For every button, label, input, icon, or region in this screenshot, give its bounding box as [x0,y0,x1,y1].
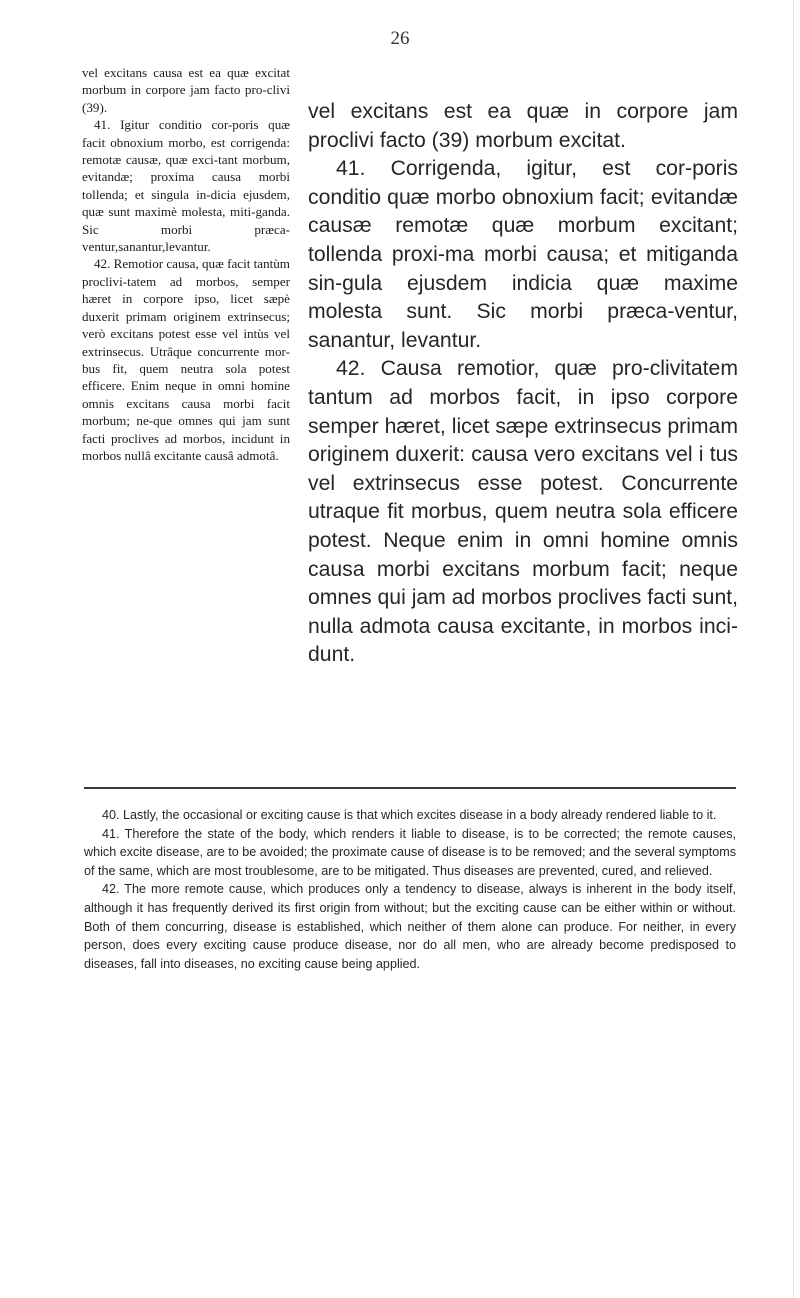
right-column-revised-latin [308,98,738,670]
left-paragraph-40-continued: vel excitans causa est ea quæ excitat morbum in corpore jam facto pro-clivi (39). [82,65,290,115]
page-edge [793,0,800,1298]
right-paragraph-41: 41. Corrigenda, igitur, est cor-poris conditio quæ morbo obnoxium facit; evitandæ causæ remotæ quæ morbum excitant; tollenda proxi-ma morbi causa; et mitiganda sin-gula ejusdem indicia quæ maxime molesta sunt. Sic morbi præca-ventur, sanantur, levantur. [308,157,738,352]
english-translation-footnotes [84,806,736,973]
left-column-original-latin [82,64,290,464]
left-paragraph-42: 42. Remotior causa, quæ facit tantùm proclivi-tatem ad morbos, semper hæret in corpore ipso, licet sæpè duxerit primam originem extrinsecus; verò excitans potest esse vel intùs vel extrinsecus. Utrâque concurrente mor-bus fit, quem neutra sola potest efficere. Enim neque in omni homine omnis excitans causa morbi facit morbum; ne-que omnes qui jam sunt facti proclives ad morbos, incidunt in morbos nullâ excitante causâ admotâ. [82,256,290,463]
footnote-40: 40. Lastly, the occasional or exciting cause is that which excites disease in a body already rendered liable to it. [102,808,717,822]
footnote-divider [84,787,736,789]
page-number: 26 [390,28,410,49]
left-paragraph-41: 41. Igitur conditio cor-poris quæ facit obnoxium morbo, est corrigenda: remotæ causæ, quæ exci-tant morbum, evitandæ; proxima causa morbi tollenda; et singula in-dicia ejusdem, quæ sunt maximè molesta, miti-ganda. Sic morbi præca-ventur,sanantur,levantur. [82,117,290,255]
footnote-42: 42. The more remote cause, which produces only a tendency to disease, always is inherent in the body itself, although it has frequently derived its first origin from without; but the exciting cause can be either within or without. Both of them concurring, disease is established, which neither of them alone can produce. For neither, in every person, does every exciting cause produce disease, nor do all men, who are already become predisposed to diseases, fall into diseases, no exciting cause being applied. [84,882,736,971]
right-paragraph-40-continued: vel excitans est ea quæ in corpore jam proclivi facto (39) morbum excitat. [308,100,738,152]
right-paragraph-42: 42. Causa remotior, quæ pro-clivitatem tantum ad morbos facit, in ipso corpore semper hæret, licet sæpe extrinsecus primam originem duxerit: causa vero excitans vel i tus vel extrinsecus esse potest. Concurrente utraque fit morbus, quem neutra sola efficere potest. Neque enim in omni homine omnis causa morbi excitans morbum facit; neque omnes qui jam ad morbos proclives facti sunt, nulla admota causa excitante, in morbos inci-dunt. [308,357,738,667]
footnote-41: 41. Therefore the state of the body, which renders it liable to disease, is to be corrected; the remote causes, which excite disease, are to be avoided; the proximate cause of disease is to be removed; and the several symptoms of the same, which are most troublesome, are to be mitigated. Thus diseases are prevented, cured, and relieved. [84,826,736,878]
